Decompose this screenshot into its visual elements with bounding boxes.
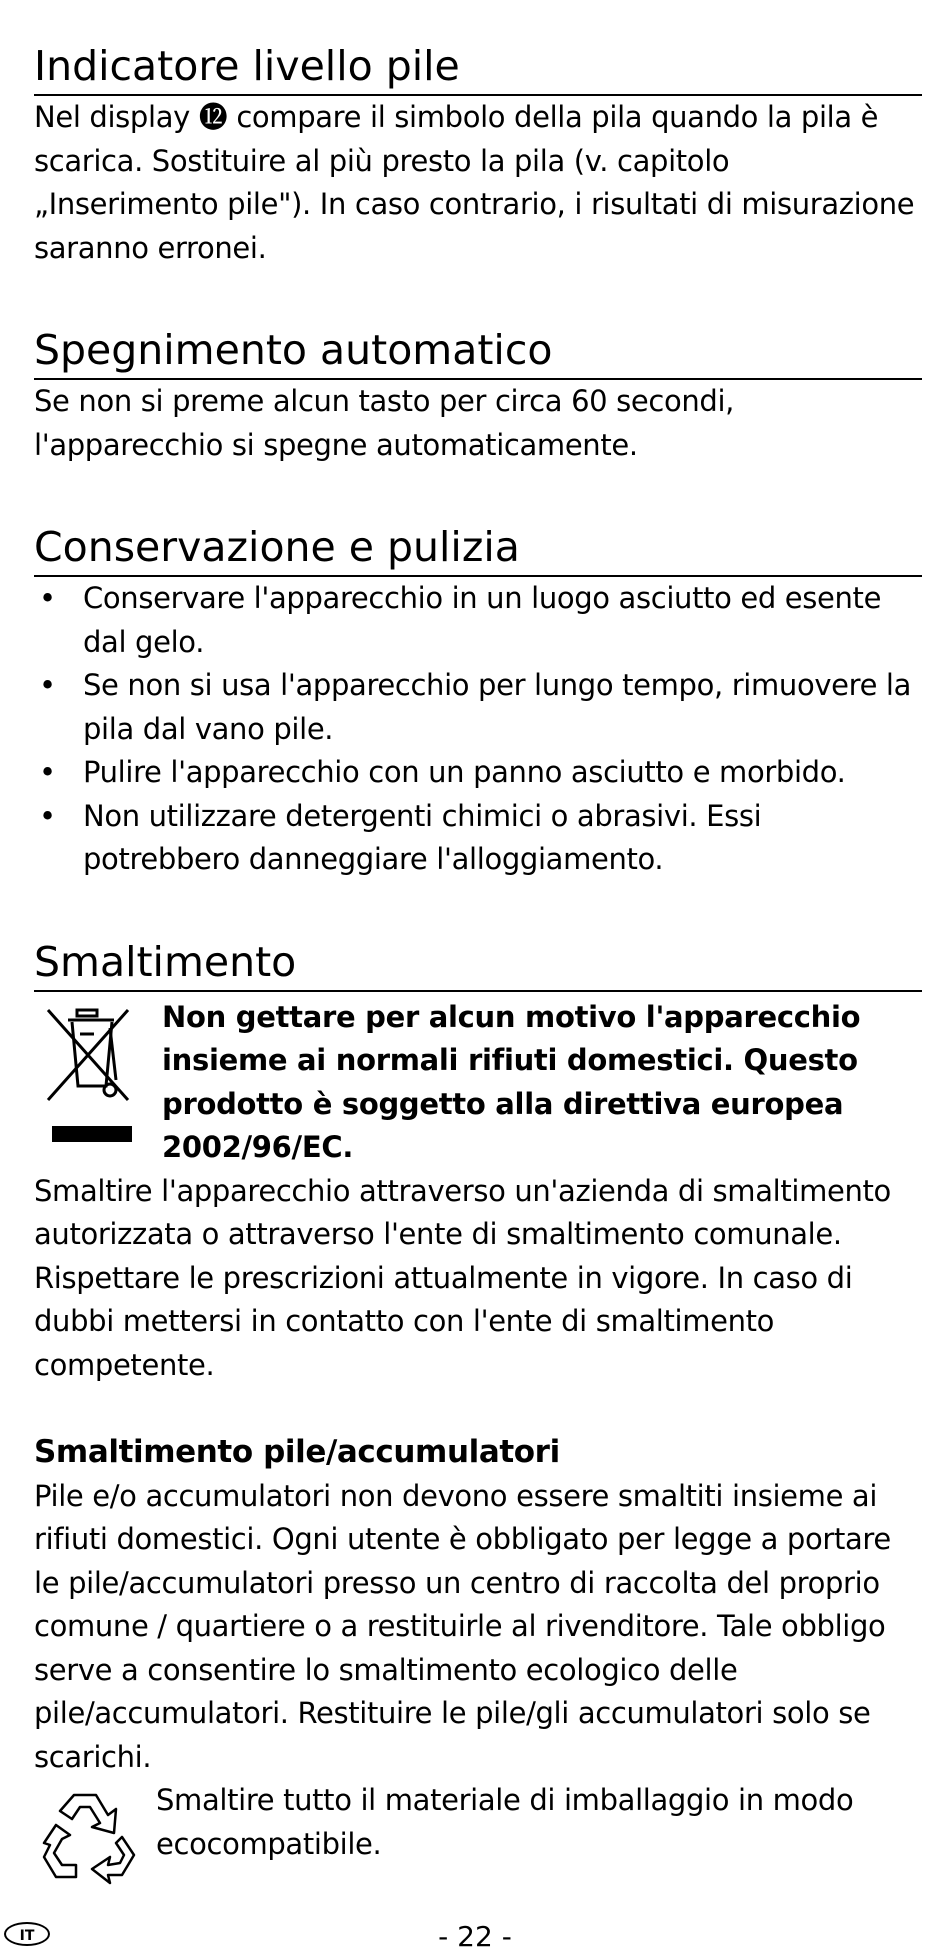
list-item	[34, 577, 922, 664]
section-heading-storage-cleaning: Conservazione e pulizia	[34, 521, 922, 577]
disposal-text: Smaltire l'apparecchio attraverso un'azienda di smaltimento autorizzata o attraverso l'ente di smaltimento comunale. Rispettare le prescrizioni attualmente in vigore. In caso di dubbi mettersi in contatto con l'ente di smaltimento competente.	[34, 1173, 891, 1382]
bullet-icon: •	[39, 581, 56, 615]
page-footer	[0, 1922, 950, 1952]
language-badge: IT	[4, 1922, 50, 1946]
bullet-icon: •	[39, 755, 56, 789]
recycle-icon	[36, 1785, 142, 1885]
auto-off-text: Se non si preme alcun tasto per circa 60 secondi, l'apparecchio si spegne automaticamente.	[34, 384, 735, 462]
section-heading-battery-level: Indicatore livello pile	[34, 40, 922, 96]
bullet-icon: •	[39, 798, 56, 833]
crossed-out-wheelie-bin-icon	[44, 1006, 136, 1156]
list-item	[34, 795, 922, 882]
list-item	[34, 664, 922, 751]
packaging-disposal	[34, 1779, 922, 1866]
disposal-warning	[34, 996, 922, 1170]
list-item-text: Non utilizzare detergenti chimici o abrasivi. Essi potrebbero danneggiare l'alloggiamento.	[83, 798, 762, 876]
storage-cleaning-list	[34, 577, 922, 882]
section-heading-disposal: Smaltimento	[34, 936, 922, 992]
section-heading-auto-off: Spegnimento automatico	[34, 324, 922, 380]
page-number: - 22 -	[438, 1920, 512, 1953]
list-item-text: Pulire l'apparecchio con un panno asciutto e morbido.	[83, 755, 846, 789]
disposal-warning-text: Non gettare per alcun motivo l'apparecchio insieme ai normali rifiuti domestici. Questo prodotto è soggetto alla direttiva europea 2002/96/EC.	[162, 999, 861, 1164]
manual-page	[34, 0, 922, 1866]
list-item-text: Conservare l'apparecchio in un luogo asciutto ed esente dal gelo.	[83, 581, 882, 659]
list-item-text: Se non si usa l'apparecchio per lungo tempo, rimuovere la pila dal vano pile.	[83, 668, 912, 746]
battery-disposal-text: Pile e/o accumulatori non devono essere smaltiti insieme ai rifiuti domestici. Ogni utente è obbligato per legge a portare le pile/accumulatori presso un centro di raccolta del proprio comune / quartiere o a restituirle al rivenditore. Tale obbligo serve a consentire lo smaltimento ecologico delle pile/accumulatori. Restituire le pile/gli accumulatori solo se scarichi.	[34, 1478, 891, 1774]
list-item	[34, 751, 922, 795]
battery-level-text: Nel display ⓬ compare il simbolo della pila quando la pila è scarica. Sostituire al più presto la pila (v. capitolo „Inserimento pile"). In caso contrario, i risultati di misurazione saranno erronei.	[34, 100, 915, 265]
packaging-disposal-text: Smaltire tutto il materiale di imballaggio in modo ecocompatibile.	[156, 1783, 854, 1861]
bullet-icon: •	[39, 668, 56, 702]
battery-disposal-subheading: Smaltimento pile/accumulatori	[34, 1434, 560, 1470]
